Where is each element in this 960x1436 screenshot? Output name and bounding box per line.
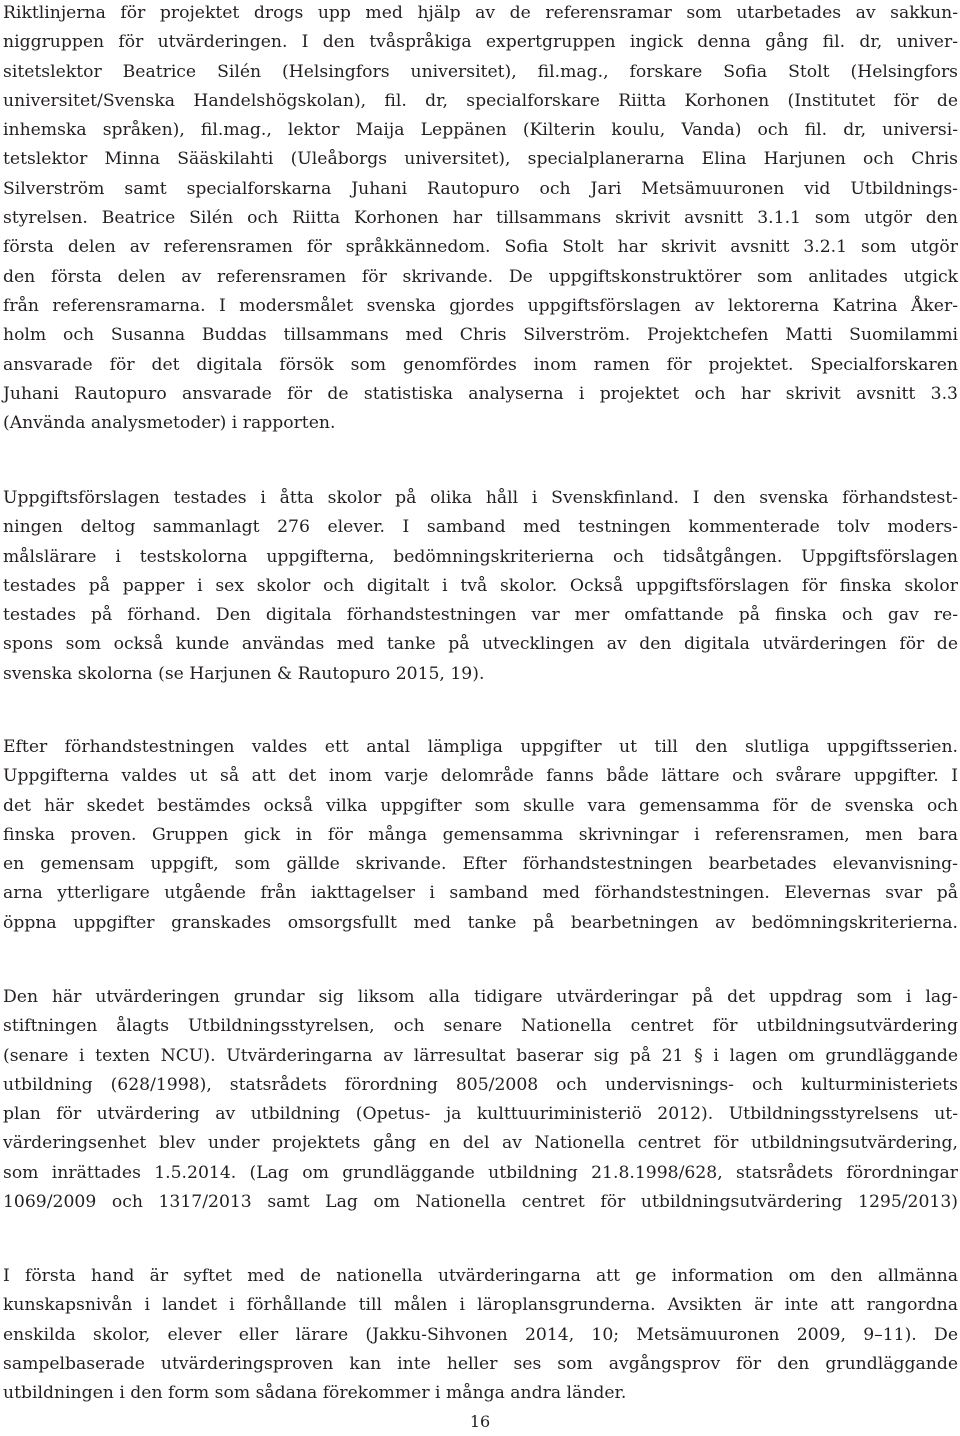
text-line: utbildningen i den form som sådana förekommer i många andra länder.	[3, 1383, 627, 1404]
text-line: styrelsen. Beatrice Silén och Riitta Korhonen har tillsammans skrivit avsnitt 3.1.1 som utgör den	[3, 208, 958, 229]
paragraph-legal-basis	[3, 983, 958, 1217]
text-line: Efter förhandstestningen valdes ett antal lämpliga uppgifter ut till den slutliga uppgiftsserien.	[3, 737, 958, 757]
text-line: universitet/Svenska Handelshögskolan), fil. dr, specialforskare Riitta Korhonen (Institutet för de	[3, 90, 958, 111]
text-line: från referensramarna. I modersmålet svenska gjordes uppgiftsförslagen av lektorerna Katrina Åker-	[3, 295, 958, 316]
text-line: den första delen av referensramen för skrivande. De uppgiftskonstruktörer som anlitades utgick	[3, 266, 958, 287]
text-line: det här skedet bestämdes också vilka uppgifter som skulle vara gemensamma för de svenska och	[3, 795, 958, 816]
text-line: arna ytterligare utgående från iakttagelser i samband med förhandstestningen. Elevernas svar på	[3, 883, 958, 904]
text-line: finska proven. Gruppen gick in för många gemensamma skrivningar i referensramen, men bara	[3, 824, 958, 845]
text-line: som inrättades 1.5.2014. (Lag om grundläggande utbildning 21.8.1998/628, statsrådets förordningar	[3, 1162, 958, 1183]
text-line: (Använda analysmetoder) i rapporten.	[3, 413, 336, 434]
text-line: holm och Susanna Buddas tillsammans med Chris Silverström. Projektchefen Matti Suomilammi	[3, 325, 958, 346]
text-line: ningen deltog sammanlagt 276 elever. I samband med testningen kommenterade tolv moders-	[3, 517, 958, 538]
text-line: 1069/2009 och 1317/2013 samt Lag om Nationella centret för utbildningsutvärdering 1295/2013)	[3, 1192, 958, 1213]
text-line: niggruppen för utvärderingen. I den tvåspråkiga expertgruppen ingick denna gång fil. dr, univer-	[3, 32, 958, 53]
text-line: Den här utvärderingen grundar sig liksom alla tidigare utvärderingar på det uppdrag som i lag-	[3, 987, 958, 1007]
text-line: spons som också kunde användas med tanke på utvecklingen av den digitala utvärderingen för de	[3, 634, 958, 655]
paragraph-evaluation-purpose	[3, 1262, 958, 1408]
text-line: målslärare i testskolorna uppgifterna, bedömningskriterierna och tidsåtgången. Uppgiftsförslagen	[3, 546, 958, 567]
text-line: Uppgiftsförslagen testades i åtta skolor på olika håll i Svenskfinland. I den svenska förhandstest-	[3, 488, 958, 508]
text-line: I första hand är syftet med de nationella utvärderingarna att ge information om den allmänna	[3, 1266, 958, 1286]
paragraph-pretesting	[3, 484, 958, 689]
text-line: tetslektor Minna Sääskilahti (Uleåborgs universitet), specialplanerarna Elina Harjunen och Chris	[3, 149, 958, 170]
page-number: 16	[469, 1412, 491, 1431]
text-line: sampelbaserade utvärderingsproven kan inte heller ses som avgångsprov för den grundläggande	[3, 1353, 958, 1374]
text-line: testades på förhand. Den digitala förhandstestningen var mer omfattande på finska och gav re-	[3, 605, 958, 626]
text-line: Silverström samt specialforskarna Juhani Rautopuro och Jari Metsämuuronen vid Utbildnings-	[3, 178, 958, 199]
paragraph-task-selection	[3, 733, 958, 938]
text-line: (senare i texten NCU). Utvärderingarna av lärresultat baserar sig på 21 § i lagen om grundläggande	[3, 1045, 958, 1066]
text-line: testades på papper i sex skolor och digitalt i två skolor. Också uppgiftsförslagen för finska skolor	[3, 575, 958, 596]
text-line: Riktlinjerna för projektet drogs upp med hjälp av de referensramar som utarbetades av sakkun-	[3, 3, 958, 23]
text-line: öppna uppgifter granskades omsorgsfullt med tanke på bearbetningen av bedömningskriterierna.	[3, 912, 958, 933]
text-line: första delen av referensramen för språkkännedom. Sofia Stolt har skrivit avsnitt 3.2.1 som utgör	[3, 237, 958, 258]
text-line: inhemska språken), fil.mag., lektor Maija Leppänen (Kilterin koulu, Vanda) och fil. dr, universi-	[3, 120, 958, 141]
text-line: plan för utvärdering av utbildning (Opetus- ja kulttuuriministeriö 2012). Utbildningsstyrelsens ut-	[3, 1104, 958, 1125]
text-line: stiftningen ålagts Utbildningsstyrelsen, och senare Nationella centret för utbildningsutvärdering	[3, 1016, 958, 1037]
text-line: sitetslektor Beatrice Silén (Helsingfors universitet), fil.mag., forskare Sofia Stolt (Helsingfors	[3, 61, 958, 82]
text-line: en gemensam uppgift, som gällde skrivande. Efter förhandstestningen bearbetades elevanvisning-	[3, 854, 958, 875]
text-line: utbildning (628/1998), statsrådets förordning 805/2008 och undervisnings- och kulturministeriets	[3, 1074, 958, 1095]
paragraph-project-guidelines	[3, 0, 958, 438]
text-line: kunskapsnivån i landet i förhållande till målen i läroplansgrunderna. Avsikten är inte att rangordna	[3, 1295, 958, 1316]
text-line: värderingsenhet blev under projektets gång en del av Nationella centret för utbildningsutvärdering,	[3, 1133, 958, 1154]
text-line: enskilda skolor, elever eller lärare (Jakku-Sihvonen 2014, 10; Metsämuuronen 2009, 9–11). De	[3, 1324, 958, 1345]
text-line: Uppgifterna valdes ut så att det inom varje delområde fanns både lättare och svårare uppgifter. I	[3, 766, 958, 787]
text-line: svenska skolorna (se Harjunen & Rautopuro 2015, 19).	[3, 663, 485, 684]
text-line: Juhani Rautopuro ansvarade för de statistiska analyserna i projektet och har skrivit avsnitt 3.3	[3, 383, 958, 404]
text-line: ansvarade för det digitala försök som genomfördes inom ramen för projektet. Specialforskaren	[3, 354, 958, 375]
